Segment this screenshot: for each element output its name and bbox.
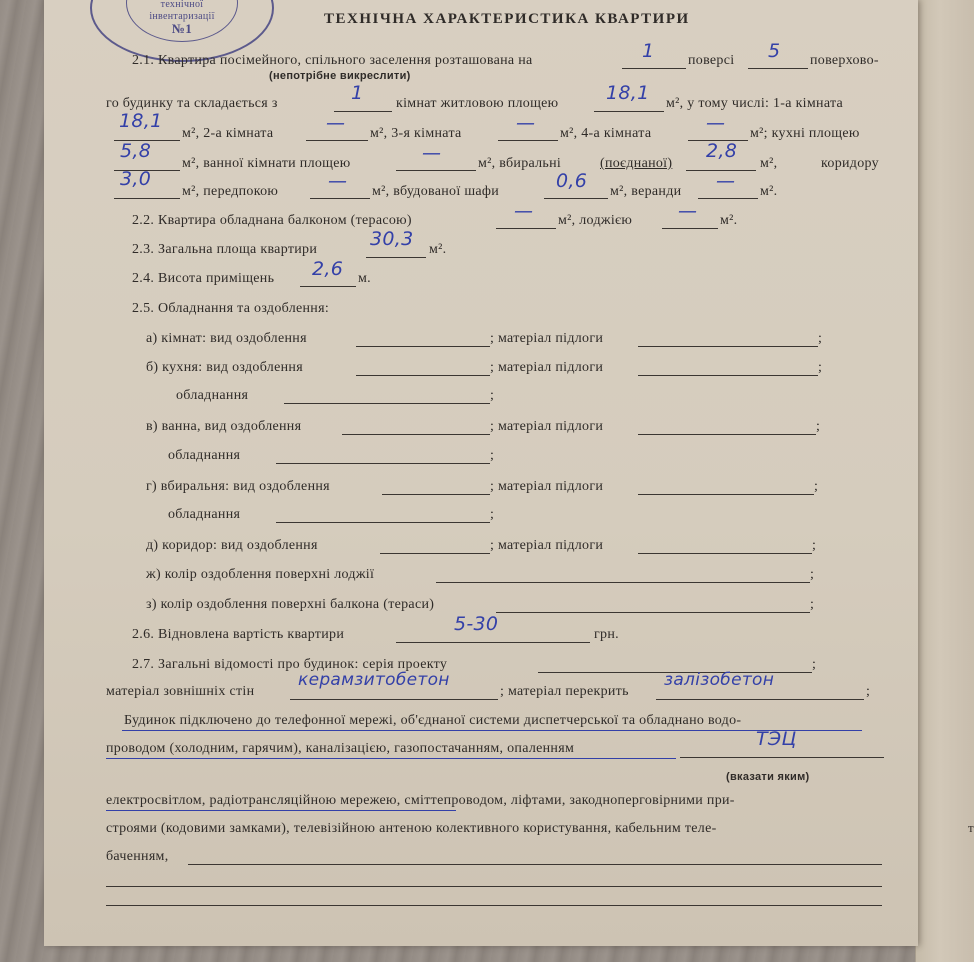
- stamp-line-2: інвентаризації: [149, 11, 215, 22]
- s25-d-semicolon: ;: [812, 538, 817, 553]
- s21-line2-b: кімнат житловою площею: [396, 96, 559, 111]
- hw-living: 18,1: [606, 82, 650, 104]
- s25-b-equip-line: [284, 403, 490, 404]
- room3-underline: [498, 140, 558, 141]
- closet-underline: [544, 198, 608, 199]
- s25-a: а) кімнат: вид оздоблення: [146, 331, 307, 346]
- s25-d: д) коридор: вид оздоблення: [146, 538, 318, 553]
- hw-veranda: —: [716, 170, 736, 192]
- s21-line4-e: коридору: [821, 156, 879, 171]
- s22-c: м².: [720, 213, 738, 228]
- s25-g-finish-line: [382, 494, 490, 495]
- hw-room2: —: [326, 112, 346, 134]
- hw-floor: 1: [642, 40, 655, 62]
- s27-a: 2.7. Загальні відомості про будинок: серія проекту: [132, 657, 448, 672]
- s25-z-semicolon: ;: [810, 597, 815, 612]
- s25-b-equip: обладнання: [176, 388, 249, 403]
- s25-g-equip-semicolon: ;: [490, 507, 495, 522]
- hw-floors: 5: [768, 40, 781, 62]
- s23-b: м².: [429, 242, 447, 257]
- s25-zh: ж) колір оздоблення поверхні лоджії: [146, 567, 375, 582]
- s27-c: ; матеріал перекрить: [500, 684, 629, 699]
- s25-a-floor: ; матеріал підлоги: [490, 331, 604, 346]
- hw-heating: ТЭЦ: [756, 728, 797, 750]
- s25-g-floor-line: [638, 494, 814, 495]
- s27-h: баченням,: [106, 849, 169, 864]
- s21-line3-a: м², 2-а кімната: [182, 126, 274, 141]
- s25-v-floor: ; матеріал підлоги: [490, 419, 604, 434]
- hw-walls: керамзитобетон: [298, 670, 450, 690]
- hw-loggia: —: [678, 200, 698, 222]
- s25-head: 2.5. Обладнання та оздоблення:: [132, 301, 330, 316]
- s25-d-finish-line: [380, 553, 490, 554]
- s27-extra-line-1: [106, 886, 882, 887]
- s25-a-floor-line: [638, 346, 818, 347]
- s21-line5-b: м², вбудованої шафи: [372, 184, 500, 199]
- s25-b-finish-line: [356, 375, 490, 376]
- s21-line1-c: поверхово-: [810, 53, 879, 68]
- s26-b: грн.: [594, 627, 619, 642]
- stamp-line-1: технічної: [160, 0, 204, 10]
- s25-d-floor: ; матеріал підлоги: [490, 538, 604, 553]
- room2-underline: [306, 140, 368, 141]
- s21-line4-a: м², ванної кімнати площею: [182, 156, 351, 171]
- s21-line2-c: м², у тому числі: 1-а кімната: [666, 96, 844, 111]
- s25-z-line: [496, 612, 810, 613]
- s27-ceilings-line: [656, 699, 864, 700]
- hw-corridor: 3,0: [120, 168, 152, 190]
- height-underline: [300, 286, 356, 287]
- veranda-underline: [698, 198, 758, 199]
- loggia-underline: [662, 228, 718, 229]
- s26-a: 2.6. Відновлена вартість квартири: [132, 627, 345, 642]
- s24-b: м.: [358, 271, 371, 286]
- s25-b-floor: ; матеріал підлоги: [490, 360, 604, 375]
- balcony-underline: [496, 228, 556, 229]
- s22-b: м², лоджією: [558, 213, 633, 228]
- stamp-number: №1: [171, 21, 193, 36]
- hw-ceilings: залізобетон: [664, 670, 775, 690]
- s25-b-equip-semicolon: ;: [490, 388, 495, 403]
- s25-b-semicolon: ;: [818, 360, 823, 375]
- hw-closet: 0,6: [556, 170, 588, 192]
- s24-a: 2.4. Висота приміщень: [132, 271, 275, 286]
- s21-line4-c: (поєднаної): [600, 156, 673, 171]
- s21-line5-d: м².: [760, 184, 778, 199]
- s21-line4-b: м², вбиральні: [478, 156, 562, 171]
- s25-zh-line: [436, 582, 810, 583]
- corridor-underline: [114, 198, 180, 199]
- s25-a-semicolon: ;: [818, 331, 823, 346]
- s25-v-equip: обладнання: [168, 448, 241, 463]
- s21-line5-a: м², передпокою: [182, 184, 279, 199]
- s27-note: (вказати яким): [726, 771, 810, 783]
- total-underline: [366, 257, 426, 258]
- hw-height: 2,6: [312, 258, 344, 280]
- hw-rooms: 1: [351, 82, 364, 104]
- cost-underline: [396, 642, 590, 643]
- s25-z: з) колір оздоблення поверхні балкона (тераси): [146, 597, 435, 612]
- s22-a: 2.2. Квартира обладнана балконом (терасою): [132, 213, 412, 228]
- hw-room3: —: [516, 112, 536, 134]
- s25-g-semicolon: ;: [814, 479, 819, 494]
- s25-g-equip: обладнання: [168, 507, 241, 522]
- s21-line3-c: м², 4-а кімната: [560, 126, 652, 141]
- s21-line1-a: 2.1. Квартира посімейного, спільного заселення розташована на: [132, 53, 533, 68]
- hw-kitchen: 5,8: [120, 140, 152, 162]
- s25-v-semicolon: ;: [816, 419, 821, 434]
- s25-a-finish-line: [356, 346, 490, 347]
- s21-note: (непотрібне викреслити): [269, 70, 411, 82]
- floor-underline: [622, 68, 686, 69]
- s25-v-equip-line: [276, 463, 490, 464]
- hall-underline: [310, 198, 370, 199]
- s25-v-finish-line: [342, 434, 490, 435]
- s21-line3-d: м²; кухні площею: [750, 126, 860, 141]
- s27-heating-line: [680, 757, 884, 758]
- hw-wc: 2,8: [706, 140, 738, 162]
- s23-a: 2.3. Загальна площа квартири: [132, 242, 318, 257]
- hw-room1: 18,1: [119, 110, 163, 132]
- document-page: [44, 0, 918, 946]
- s27-d-underline: [122, 730, 862, 731]
- s25-zh-semicolon: ;: [810, 567, 815, 582]
- s25-g-floor: ; матеріал підлоги: [490, 479, 604, 494]
- s27-d: Будинок підключено до телефонної мережі, об'єднаної системи диспетчерської та обладнано водо-: [124, 713, 742, 728]
- hw-bath: —: [422, 142, 442, 164]
- s21-line1-b: поверсі: [688, 53, 735, 68]
- adjacent-page: т: [915, 0, 974, 962]
- s21-line5-c: м², веранди: [610, 184, 682, 199]
- s25-g-equip-line: [276, 522, 490, 523]
- s27-h-line: [188, 864, 882, 865]
- s25-v-floor-line: [638, 434, 816, 435]
- s27-f: електросвітлом, радіотрансляційною мережею, сміттепроводом, ліфтами, закодноперговірними при-: [106, 793, 735, 808]
- s21-line4-d: м²,: [760, 156, 778, 171]
- hw-total: 30,3: [370, 228, 414, 250]
- s21-line2-a: го будинку та складається з: [106, 96, 278, 111]
- bath-underline: [396, 170, 476, 171]
- hw-balcony: —: [514, 200, 534, 222]
- s25-b-floor-line: [638, 375, 818, 376]
- hw-hall: —: [328, 170, 348, 192]
- s27-extra-line-2: [106, 905, 882, 906]
- s27-e-underline: [106, 758, 676, 759]
- s25-d-floor-line: [638, 553, 812, 554]
- s21-line3-b: м², 3-я кімната: [370, 126, 462, 141]
- s27-walls-line: [290, 699, 498, 700]
- hw-room4: —: [706, 112, 726, 134]
- s25-v-equip-semicolon: ;: [490, 448, 495, 463]
- s27-e: проводом (холодним, гарячим), каналізацією, газопостачанням, опаленням: [106, 741, 575, 756]
- living-underline: [594, 111, 664, 112]
- page-title: ТЕХНІЧНА ХАРАКТЕРИСТИКА КВАРТИРИ: [324, 11, 690, 27]
- hw-cost: 5-30: [454, 613, 499, 635]
- s25-g: г) вбиральня: вид оздоблення: [146, 479, 330, 494]
- s27-ceilings-semicolon: ;: [866, 684, 871, 699]
- s27-b: матеріал зовнішніх стін: [106, 684, 255, 699]
- s25-b: б) кухня: вид оздоблення: [146, 360, 303, 375]
- s27-series-semicolon: ;: [812, 657, 817, 672]
- s27-f-underline: [106, 810, 456, 811]
- floors-underline: [748, 68, 808, 69]
- s27-g: строями (кодовими замками), телевізійною антеною колективного користування, кабельним теле-: [106, 821, 717, 836]
- s25-v: в) ванна, вид оздоблення: [146, 419, 302, 434]
